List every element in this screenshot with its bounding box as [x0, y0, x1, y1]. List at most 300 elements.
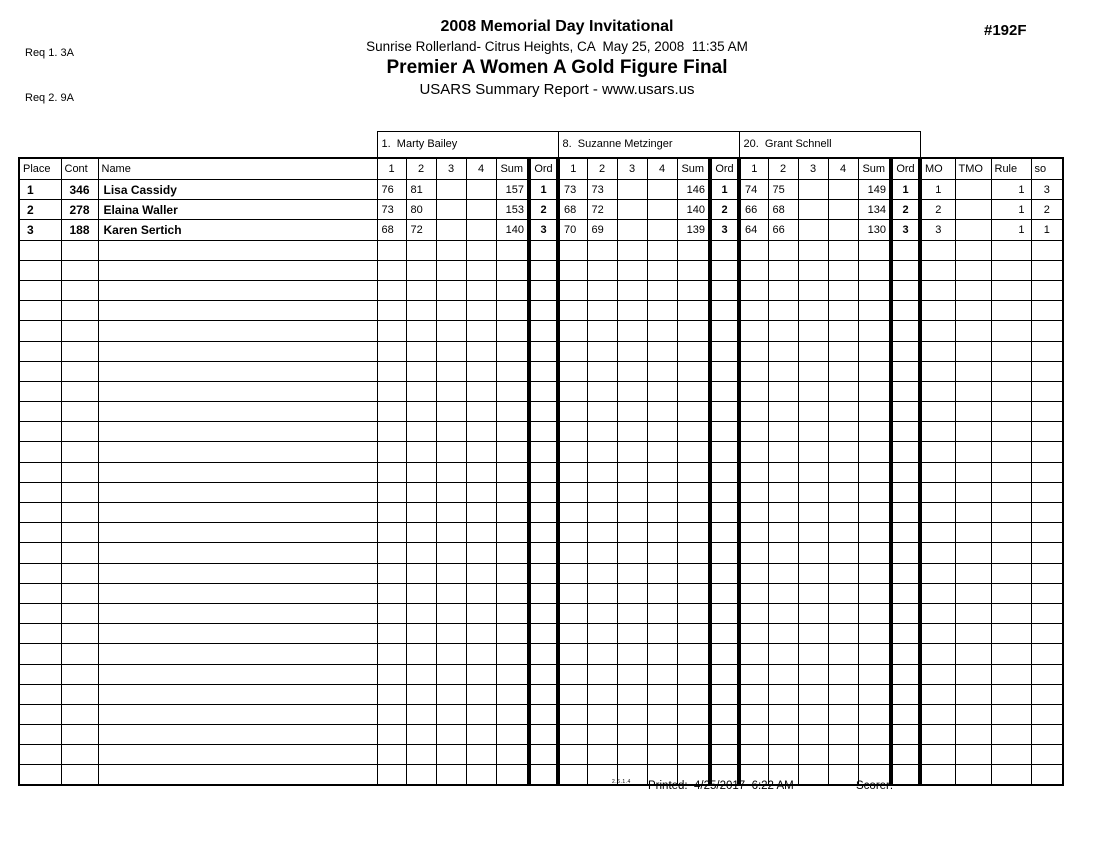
- results-table: [18, 131, 1064, 786]
- score-cell: [768, 583, 798, 603]
- score-cell: [617, 482, 647, 502]
- score-cell: [828, 563, 858, 583]
- header-judge1-ord: Ord: [529, 158, 558, 180]
- sum-cell: [858, 704, 891, 724]
- sum-cell: [677, 462, 710, 482]
- judge-row-right-spacer: [920, 132, 1063, 158]
- score-cell: [768, 543, 798, 563]
- empty-row: [19, 745, 1063, 765]
- so-cell: [1031, 240, 1063, 260]
- score-cell: [558, 422, 587, 442]
- sum-cell: [496, 664, 529, 684]
- mo-cell: [920, 523, 955, 543]
- score-cell: 76: [377, 180, 406, 200]
- sum-cell: [858, 240, 891, 260]
- ord-cell: [891, 745, 920, 765]
- sum-cell: [496, 260, 529, 280]
- place-cell: [19, 402, 61, 422]
- tmo-cell: [955, 321, 991, 341]
- place-cell: [19, 260, 61, 280]
- ord-cell: [710, 402, 739, 422]
- score-cell: [406, 462, 436, 482]
- mo-cell: [920, 765, 955, 785]
- sum-cell: 139: [677, 220, 710, 240]
- ord-cell: [710, 321, 739, 341]
- place-cell: [19, 503, 61, 523]
- score-cell: [466, 240, 496, 260]
- ord-cell: [891, 462, 920, 482]
- mo-cell: [920, 321, 955, 341]
- score-cell: [466, 704, 496, 724]
- score-cell: [558, 321, 587, 341]
- score-cell: [617, 523, 647, 543]
- score-cell: [406, 301, 436, 321]
- cont-cell: [61, 563, 98, 583]
- score-cell: [798, 381, 828, 401]
- score-cell: [617, 402, 647, 422]
- ord-cell: [529, 704, 558, 724]
- score-cell: [436, 745, 466, 765]
- tmo-cell: [955, 725, 991, 745]
- score-cell: [587, 361, 617, 381]
- empty-row: [19, 280, 1063, 300]
- score-cell: [436, 523, 466, 543]
- score-cell: [377, 684, 406, 704]
- tmo-cell: [955, 523, 991, 543]
- score-cell: [647, 402, 677, 422]
- score-cell: [377, 260, 406, 280]
- cont-cell: 188: [61, 220, 98, 240]
- score-cell: [798, 583, 828, 603]
- name-cell: [98, 684, 377, 704]
- score-cell: [436, 603, 466, 623]
- tmo-cell: [955, 180, 991, 200]
- score-cell: [466, 341, 496, 361]
- empty-row: [19, 543, 1063, 563]
- score-cell: [739, 482, 768, 502]
- so-cell: 1: [1031, 220, 1063, 240]
- rule-cell: [991, 503, 1031, 523]
- sum-cell: [496, 624, 529, 644]
- score-cell: [436, 180, 466, 200]
- score-cell: [768, 603, 798, 623]
- score-cell: 70: [558, 220, 587, 240]
- score-cell: [647, 200, 677, 220]
- sum-cell: [496, 381, 529, 401]
- score-cell: [436, 704, 466, 724]
- empty-row: [19, 361, 1063, 381]
- score-cell: [377, 361, 406, 381]
- empty-row: [19, 725, 1063, 745]
- score-cell: [466, 180, 496, 200]
- cont-cell: [61, 422, 98, 442]
- sum-cell: [677, 543, 710, 563]
- score-cell: [558, 381, 587, 401]
- score-cell: [436, 220, 466, 240]
- ord-cell: [529, 543, 558, 563]
- score-cell: [739, 523, 768, 543]
- score-cell: [558, 543, 587, 563]
- header-judge2-2: 2: [587, 158, 617, 180]
- rule-cell: [991, 523, 1031, 543]
- score-cell: [739, 745, 768, 765]
- score-cell: [768, 260, 798, 280]
- score-cell: [828, 240, 858, 260]
- score-cell: [617, 583, 647, 603]
- sum-cell: [677, 664, 710, 684]
- score-cell: [406, 745, 436, 765]
- sum-cell: [858, 664, 891, 684]
- score-cell: [768, 563, 798, 583]
- ord-cell: 2: [529, 200, 558, 220]
- place-cell: [19, 341, 61, 361]
- score-cell: [436, 482, 466, 502]
- sum-cell: [677, 381, 710, 401]
- score-cell: [377, 240, 406, 260]
- score-cell: [768, 442, 798, 462]
- judge-name-cell: 8. Suzanne Metzinger: [558, 132, 739, 158]
- empty-row: [19, 260, 1063, 280]
- tmo-cell: [955, 381, 991, 401]
- ord-cell: [529, 523, 558, 543]
- score-cell: [768, 280, 798, 300]
- place-cell: [19, 664, 61, 684]
- version-stamp: 2.6.1.4: [612, 779, 631, 785]
- rule-cell: [991, 664, 1031, 684]
- score-cell: [739, 442, 768, 462]
- score-cell: [377, 624, 406, 644]
- sum-cell: [677, 603, 710, 623]
- score-cell: [768, 745, 798, 765]
- score-cell: [406, 402, 436, 422]
- score-cell: [587, 725, 617, 745]
- tmo-cell: [955, 402, 991, 422]
- ord-cell: [891, 422, 920, 442]
- score-cell: [587, 644, 617, 664]
- score-cell: [587, 624, 617, 644]
- score-cell: [558, 402, 587, 422]
- mo-cell: [920, 402, 955, 422]
- score-cell: [558, 462, 587, 482]
- score-cell: [466, 603, 496, 623]
- ord-cell: [710, 381, 739, 401]
- sum-cell: [677, 402, 710, 422]
- score-cell: 73: [377, 200, 406, 220]
- score-cell: [377, 341, 406, 361]
- req-line-1: Req 1. 3A: [25, 47, 74, 59]
- score-cell: [377, 664, 406, 684]
- score-cell: [617, 341, 647, 361]
- score-cell: [436, 462, 466, 482]
- tmo-cell: [955, 260, 991, 280]
- ord-cell: [710, 664, 739, 684]
- score-cell: [406, 381, 436, 401]
- score-cell: [617, 684, 647, 704]
- tmo-cell: [955, 200, 991, 220]
- so-cell: [1031, 321, 1063, 341]
- score-cell: [617, 725, 647, 745]
- ord-cell: [529, 563, 558, 583]
- score-cell: [739, 503, 768, 523]
- score-cell: [647, 280, 677, 300]
- sum-cell: [677, 583, 710, 603]
- name-cell: [98, 280, 377, 300]
- tmo-cell: [955, 422, 991, 442]
- cont-cell: 278: [61, 200, 98, 220]
- empty-row: [19, 603, 1063, 623]
- empty-row: [19, 563, 1063, 583]
- score-cell: [798, 503, 828, 523]
- score-cell: [406, 280, 436, 300]
- sum-cell: [677, 523, 710, 543]
- so-cell: [1031, 462, 1063, 482]
- sum-cell: [496, 341, 529, 361]
- sum-cell: [858, 624, 891, 644]
- score-cell: [558, 684, 587, 704]
- sum-cell: [858, 280, 891, 300]
- score-cell: [798, 301, 828, 321]
- mo-cell: [920, 381, 955, 401]
- score-cell: [558, 725, 587, 745]
- score-cell: [617, 321, 647, 341]
- score-cell: [768, 482, 798, 502]
- place-cell: [19, 422, 61, 442]
- sum-cell: [496, 684, 529, 704]
- tmo-cell: [955, 482, 991, 502]
- score-cell: [798, 240, 828, 260]
- cont-cell: [61, 664, 98, 684]
- ord-cell: [710, 603, 739, 623]
- score-cell: [617, 745, 647, 765]
- ord-cell: [891, 240, 920, 260]
- mo-cell: [920, 361, 955, 381]
- ord-cell: [710, 543, 739, 563]
- name-cell: [98, 523, 377, 543]
- sum-cell: [858, 523, 891, 543]
- cont-cell: [61, 583, 98, 603]
- score-cell: [798, 765, 828, 785]
- ord-cell: [529, 603, 558, 623]
- sum-cell: [496, 503, 529, 523]
- mo-cell: [920, 704, 955, 724]
- score-cell: [466, 422, 496, 442]
- ord-cell: [529, 624, 558, 644]
- tmo-cell: [955, 664, 991, 684]
- score-cell: [466, 482, 496, 502]
- mo-cell: [920, 563, 955, 583]
- score-cell: [466, 220, 496, 240]
- ord-cell: 3: [529, 220, 558, 240]
- score-cell: [436, 583, 466, 603]
- cont-cell: [61, 462, 98, 482]
- score-cell: [587, 684, 617, 704]
- rule-cell: [991, 765, 1031, 785]
- empty-row: [19, 624, 1063, 644]
- sum-cell: [677, 624, 710, 644]
- mo-cell: [920, 664, 955, 684]
- rule-cell: [991, 644, 1031, 664]
- sum-cell: [677, 260, 710, 280]
- score-cell: 69: [587, 220, 617, 240]
- score-cell: [558, 442, 587, 462]
- place-cell: [19, 684, 61, 704]
- score-cell: [828, 442, 858, 462]
- score-cell: 72: [587, 200, 617, 220]
- score-cell: [406, 644, 436, 664]
- so-cell: [1031, 745, 1063, 765]
- score-cell: [768, 664, 798, 684]
- mo-cell: [920, 462, 955, 482]
- sum-cell: [496, 745, 529, 765]
- score-cell: 64: [739, 220, 768, 240]
- score-cell: [617, 543, 647, 563]
- mo-cell: [920, 442, 955, 462]
- header-judge2-1: 1: [558, 158, 587, 180]
- score-cell: [739, 644, 768, 664]
- score-cell: [436, 260, 466, 280]
- tmo-cell: [955, 341, 991, 361]
- score-cell: [377, 765, 406, 785]
- score-cell: 68: [558, 200, 587, 220]
- rule-cell: [991, 321, 1031, 341]
- sum-cell: [858, 725, 891, 745]
- header-judge1-3: 3: [436, 158, 466, 180]
- sum-cell: [677, 644, 710, 664]
- score-cell: [466, 442, 496, 462]
- score-cell: [436, 240, 466, 260]
- ord-cell: 1: [891, 180, 920, 200]
- score-cell: [466, 563, 496, 583]
- sum-cell: [858, 260, 891, 280]
- ord-cell: [710, 704, 739, 724]
- rule-cell: [991, 543, 1031, 563]
- ord-cell: [891, 664, 920, 684]
- name-cell: [98, 381, 377, 401]
- score-cell: [377, 442, 406, 462]
- score-cell: [617, 260, 647, 280]
- score-cell: [828, 684, 858, 704]
- sum-cell: 130: [858, 220, 891, 240]
- score-cell: [377, 321, 406, 341]
- score-cell: [587, 482, 617, 502]
- place-cell: [19, 583, 61, 603]
- ord-cell: [710, 361, 739, 381]
- sum-cell: [858, 361, 891, 381]
- so-cell: [1031, 422, 1063, 442]
- score-cell: [406, 482, 436, 502]
- place-cell: [19, 624, 61, 644]
- name-cell: [98, 402, 377, 422]
- score-cell: [617, 462, 647, 482]
- ord-cell: [891, 543, 920, 563]
- score-cell: [617, 180, 647, 200]
- name-cell: [98, 704, 377, 724]
- ord-cell: [891, 260, 920, 280]
- mo-cell: 2: [920, 200, 955, 220]
- ord-cell: [891, 361, 920, 381]
- sum-cell: [677, 422, 710, 442]
- score-cell: [739, 664, 768, 684]
- rule-cell: [991, 725, 1031, 745]
- score-cell: [377, 583, 406, 603]
- score-cell: [798, 321, 828, 341]
- ord-cell: 1: [529, 180, 558, 200]
- score-cell: [406, 442, 436, 462]
- tmo-cell: [955, 220, 991, 240]
- header-so: so: [1031, 158, 1063, 180]
- ord-cell: [529, 341, 558, 361]
- score-cell: [739, 361, 768, 381]
- so-cell: [1031, 664, 1063, 684]
- score-cell: [768, 624, 798, 644]
- score-cell: [798, 260, 828, 280]
- ord-cell: [891, 765, 920, 785]
- ord-cell: [891, 583, 920, 603]
- so-cell: [1031, 260, 1063, 280]
- so-cell: [1031, 624, 1063, 644]
- ord-cell: [891, 442, 920, 462]
- score-cell: [828, 462, 858, 482]
- cont-cell: [61, 543, 98, 563]
- rule-cell: [991, 442, 1031, 462]
- mo-cell: [920, 503, 955, 523]
- so-cell: [1031, 442, 1063, 462]
- score-cell: [647, 684, 677, 704]
- sum-cell: [858, 603, 891, 623]
- score-cell: [466, 361, 496, 381]
- so-cell: [1031, 603, 1063, 623]
- place-cell: [19, 523, 61, 543]
- score-cell: [828, 361, 858, 381]
- score-cell: [647, 381, 677, 401]
- score-cell: [406, 240, 436, 260]
- score-cell: [406, 321, 436, 341]
- place-cell: [19, 442, 61, 462]
- score-cell: [828, 583, 858, 603]
- header-rule: Rule: [991, 158, 1031, 180]
- place-cell: [19, 725, 61, 745]
- empty-row: [19, 765, 1063, 785]
- score-cell: [617, 240, 647, 260]
- so-cell: [1031, 704, 1063, 724]
- judge-header-row: [19, 132, 1063, 158]
- sum-cell: [496, 704, 529, 724]
- sum-cell: [858, 543, 891, 563]
- sum-cell: [496, 442, 529, 462]
- ord-cell: [529, 765, 558, 785]
- rule-cell: [991, 583, 1031, 603]
- tmo-cell: [955, 301, 991, 321]
- empty-row: [19, 684, 1063, 704]
- empty-row: [19, 422, 1063, 442]
- score-cell: [406, 684, 436, 704]
- header-judge1-2: 2: [406, 158, 436, 180]
- score-cell: [768, 321, 798, 341]
- score-cell: [617, 200, 647, 220]
- name-cell: [98, 341, 377, 361]
- rule-cell: [991, 462, 1031, 482]
- name-cell: [98, 603, 377, 623]
- sum-cell: [677, 503, 710, 523]
- score-cell: [587, 260, 617, 280]
- score-cell: [828, 624, 858, 644]
- rule-cell: 1: [991, 180, 1031, 200]
- sum-cell: 153: [496, 200, 529, 220]
- score-cell: [739, 260, 768, 280]
- name-cell: [98, 301, 377, 321]
- score-cell: [466, 543, 496, 563]
- score-cell: [768, 725, 798, 745]
